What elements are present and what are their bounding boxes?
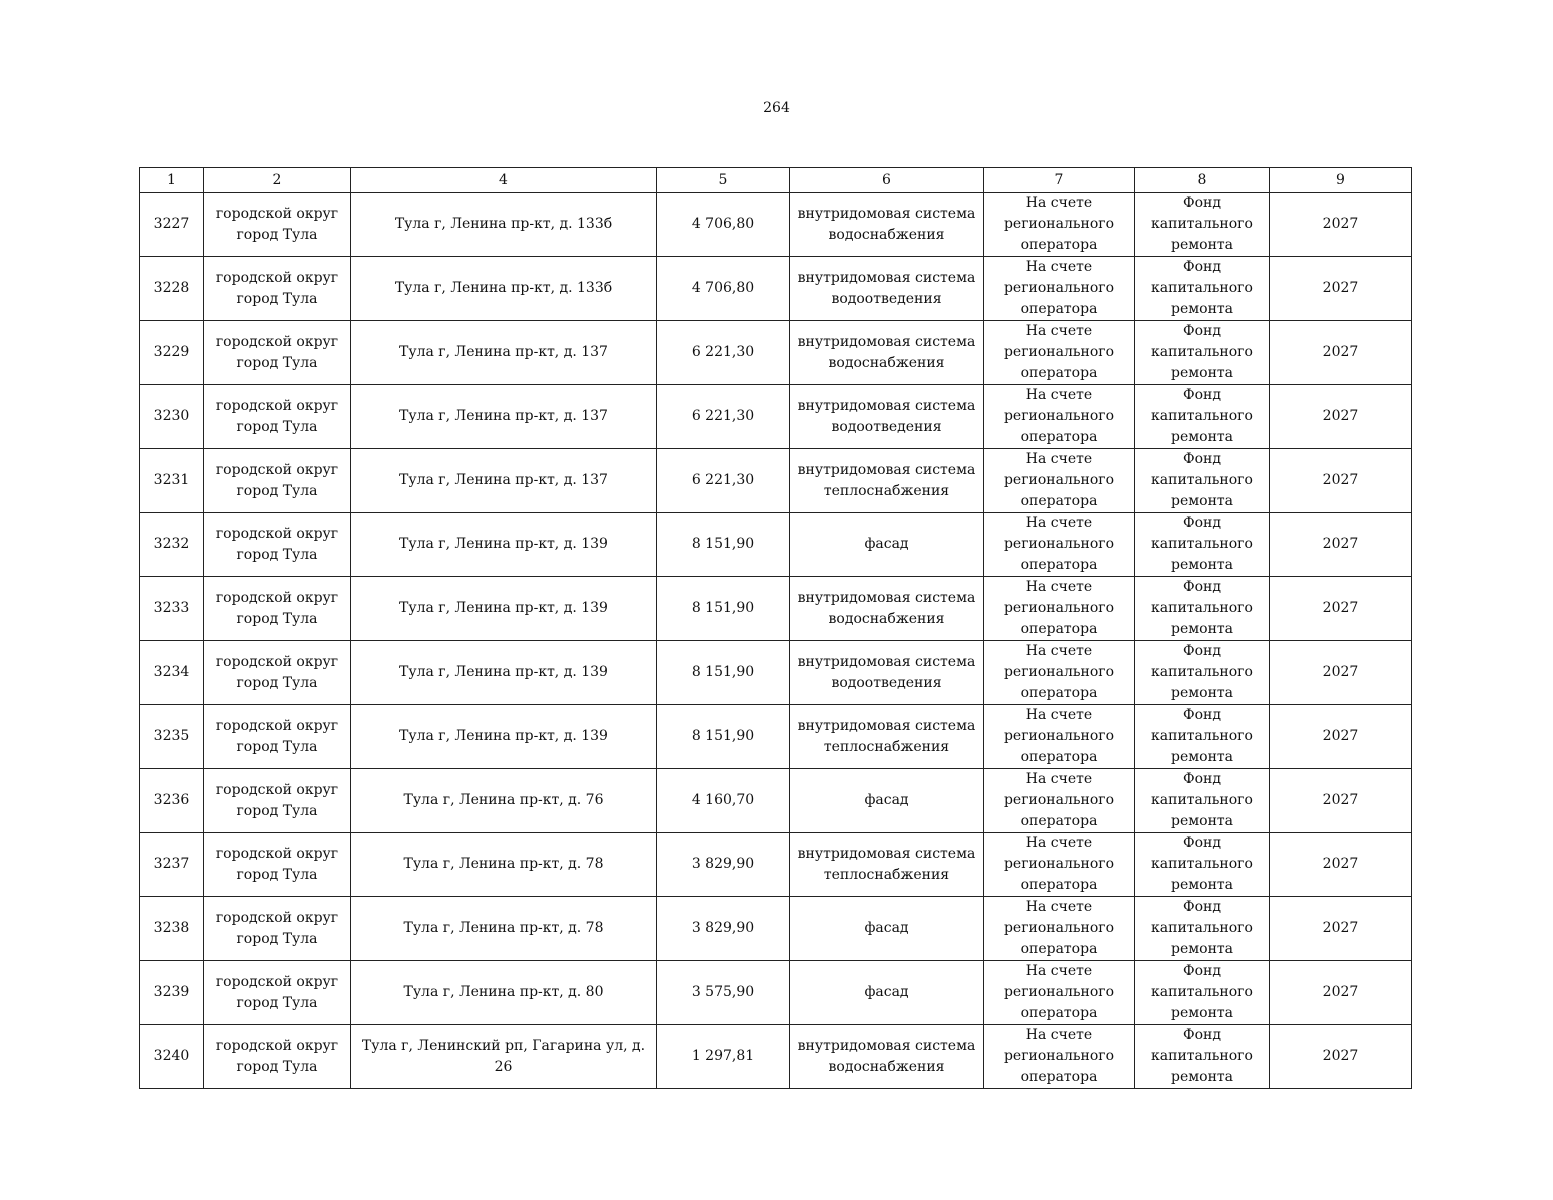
work-type-cell-line: внутридомовая система [797, 205, 976, 222]
year-cell: 2027 [1270, 577, 1412, 641]
address-cell: Тула г, Ленина пр-кт, д. 78 [351, 897, 657, 961]
address-cell: Тула г, Ленина пр-кт, д. 139 [351, 705, 657, 769]
fund-cell [1135, 193, 1270, 257]
fund-cell-line: капитального [1151, 856, 1253, 872]
work-type-cell [790, 449, 984, 513]
table-row [140, 641, 1412, 705]
column-header-6: 7 [984, 168, 1135, 193]
work-type-cell-line: водоотведения [831, 290, 942, 307]
account-type-cell-line: оператора [1020, 941, 1098, 957]
address-cell: Тула г, Ленина пр-кт, д. 139 [351, 577, 657, 641]
work-type-cell [790, 833, 984, 897]
account-type-cell-line: регионального [1003, 1048, 1115, 1064]
account-type-cell-line: На счете [1025, 259, 1093, 275]
account-type-cell-line: оператора [1020, 1069, 1098, 1085]
account-type-cell-line: оператора [1020, 237, 1098, 253]
year-cell: 2027 [1270, 193, 1412, 257]
fund-cell [1135, 769, 1270, 833]
account-type-cell-line: регионального [1003, 408, 1115, 424]
row-number-cell: 3230 [140, 385, 204, 449]
district-cell [204, 705, 351, 769]
fund-cell-line: капитального [1151, 216, 1253, 232]
table-row [140, 577, 1412, 641]
year-cell: 2027 [1270, 705, 1412, 769]
row-number-cell: 3240 [140, 1025, 204, 1089]
district-cell-line: городской округ [215, 269, 339, 286]
address-cell: Тула г, Ленина пр-кт, д. 78 [351, 833, 657, 897]
work-type-cell [790, 769, 984, 833]
district-cell-line: городской округ [215, 525, 339, 542]
year-cell: 2027 [1270, 897, 1412, 961]
fund-cell-line: ремонта [1171, 877, 1233, 893]
district-cell-line: городской округ [215, 909, 339, 926]
work-type-cell-line: теплоснабжения [823, 866, 950, 883]
fund-cell-line: Фонд [1182, 579, 1221, 595]
account-type-cell-line: На счете [1025, 579, 1093, 595]
work-type-cell [790, 513, 984, 577]
account-type-cell [984, 705, 1135, 769]
fund-cell [1135, 449, 1270, 513]
fund-cell [1135, 833, 1270, 897]
column-header-8: 9 [1270, 168, 1412, 193]
account-type-cell-line: регионального [1003, 536, 1115, 552]
table-row [140, 897, 1412, 961]
work-type-cell-line: внутридомовая система [797, 845, 976, 862]
year-cell: 2027 [1270, 961, 1412, 1025]
area-cell: 3 575,90 [657, 961, 790, 1025]
row-number-cell: 3237 [140, 833, 204, 897]
account-type-cell-line: регионального [1003, 664, 1115, 680]
fund-cell-line: капитального [1151, 984, 1253, 1000]
account-type-cell [984, 897, 1135, 961]
fund-cell-line: Фонд [1182, 1027, 1221, 1043]
fund-cell-line: капитального [1151, 344, 1253, 360]
work-type-cell [790, 321, 984, 385]
district-cell-line: городской округ [215, 205, 339, 222]
account-type-cell [984, 1025, 1135, 1089]
district-cell-line: город Тула [236, 354, 318, 371]
table-header [140, 168, 1412, 193]
year-cell: 2027 [1270, 641, 1412, 705]
area-cell: 8 151,90 [657, 577, 790, 641]
work-type-cell [790, 257, 984, 321]
account-type-cell-line: На счете [1025, 387, 1093, 403]
account-type-cell-line: оператора [1020, 557, 1098, 573]
account-type-cell [984, 577, 1135, 641]
row-number-cell: 3238 [140, 897, 204, 961]
work-type-cell-line: внутридомовая система [797, 589, 976, 606]
account-type-cell-line: регионального [1003, 856, 1115, 872]
district-cell-line: город Тула [236, 610, 318, 627]
area-cell: 4 706,80 [657, 193, 790, 257]
account-type-cell-line: На счете [1025, 195, 1093, 211]
fund-cell [1135, 897, 1270, 961]
work-type-cell-line: водоотведения [831, 674, 942, 691]
fund-cell-line: капитального [1151, 408, 1253, 424]
account-type-cell-line: регионального [1003, 472, 1115, 488]
fund-cell-line: ремонта [1171, 621, 1233, 637]
district-cell [204, 641, 351, 705]
account-type-cell-line: оператора [1020, 749, 1098, 765]
account-type-cell-line: оператора [1020, 813, 1098, 829]
district-cell-line: городской округ [215, 589, 339, 606]
district-cell-line: город Тула [236, 1058, 318, 1075]
account-type-cell-line: На счете [1025, 963, 1093, 979]
fund-cell [1135, 577, 1270, 641]
district-cell-line: город Тула [236, 290, 318, 307]
work-type-cell [790, 897, 984, 961]
district-cell-line: город Тула [236, 738, 318, 755]
row-number-cell: 3227 [140, 193, 204, 257]
table-row [140, 257, 1412, 321]
district-cell-line: город Тула [236, 226, 318, 243]
address-cell: Тула г, Ленина пр-кт, д. 80 [351, 961, 657, 1025]
fund-cell-line: ремонта [1171, 557, 1233, 573]
work-type-cell-line: внутридомовая система [797, 397, 976, 414]
account-type-cell [984, 385, 1135, 449]
account-type-cell [984, 193, 1135, 257]
year-cell: 2027 [1270, 449, 1412, 513]
fund-cell-line: ремонта [1171, 365, 1233, 381]
year-cell: 2027 [1270, 321, 1412, 385]
work-type-cell-line: фасад [864, 536, 909, 552]
district-cell [204, 257, 351, 321]
area-cell: 3 829,90 [657, 897, 790, 961]
fund-cell-line: Фонд [1182, 515, 1221, 531]
district-cell-line: городской округ [215, 461, 339, 478]
account-type-cell-line: оператора [1020, 365, 1098, 381]
table-row [140, 449, 1412, 513]
year-cell: 2027 [1270, 769, 1412, 833]
account-type-cell-line: оператора [1020, 493, 1098, 509]
column-header-3: 4 [351, 168, 657, 193]
year-cell: 2027 [1270, 833, 1412, 897]
fund-cell-line: ремонта [1171, 237, 1233, 253]
area-cell: 4 706,80 [657, 257, 790, 321]
fund-cell-line: Фонд [1182, 259, 1221, 275]
district-cell [204, 833, 351, 897]
address-cell: Тула г, Ленина пр-кт, д. 139 [351, 513, 657, 577]
work-type-cell-line: фасад [864, 920, 909, 936]
district-cell-line: городской округ [215, 781, 339, 798]
account-type-cell [984, 513, 1135, 577]
account-type-cell-line: регионального [1003, 920, 1115, 936]
work-type-cell-line: теплоснабжения [823, 482, 950, 499]
fund-cell-line: капитального [1151, 600, 1253, 616]
work-type-cell [790, 961, 984, 1025]
district-cell-line: городской округ [215, 717, 339, 734]
district-cell [204, 897, 351, 961]
area-cell: 1 297,81 [657, 1025, 790, 1089]
year-cell: 2027 [1270, 385, 1412, 449]
fund-cell-line: ремонта [1171, 1005, 1233, 1021]
account-type-cell-line: регионального [1003, 344, 1115, 360]
fund-cell-line: ремонта [1171, 1069, 1233, 1085]
district-cell-line: город Тула [236, 802, 318, 819]
account-type-cell-line: На счете [1025, 515, 1093, 531]
fund-cell [1135, 641, 1270, 705]
account-type-cell [984, 257, 1135, 321]
district-cell [204, 577, 351, 641]
work-type-cell [790, 1025, 984, 1089]
fund-cell-line: капитального [1151, 1048, 1253, 1064]
work-type-cell-line: водоотведения [831, 418, 942, 435]
fund-cell [1135, 321, 1270, 385]
account-type-cell [984, 833, 1135, 897]
work-type-cell [790, 193, 984, 257]
row-number-cell: 3234 [140, 641, 204, 705]
fund-cell-line: ремонта [1171, 941, 1233, 957]
fund-cell [1135, 961, 1270, 1025]
table-row [140, 961, 1412, 1025]
account-type-cell-line: оператора [1020, 685, 1098, 701]
work-type-cell [790, 641, 984, 705]
fund-cell [1135, 705, 1270, 769]
address-cell: Тула г, Ленина пр-кт, д. 133б [351, 257, 657, 321]
row-number-cell: 3235 [140, 705, 204, 769]
row-number-cell: 3239 [140, 961, 204, 1025]
account-type-cell-line: оператора [1020, 621, 1098, 637]
district-cell-line: городской округ [215, 333, 339, 350]
account-type-cell-line: оператора [1020, 877, 1098, 893]
account-type-cell-line: На счете [1025, 771, 1093, 787]
table-row [140, 1025, 1412, 1089]
work-type-cell [790, 705, 984, 769]
district-cell [204, 321, 351, 385]
district-cell [204, 385, 351, 449]
fund-cell-line: капитального [1151, 536, 1253, 552]
account-type-cell [984, 321, 1135, 385]
district-cell [204, 513, 351, 577]
area-cell: 8 151,90 [657, 641, 790, 705]
fund-cell-line: Фонд [1182, 643, 1221, 659]
header-row [140, 168, 1412, 193]
address-cell: Тула г, Ленинский рп, Гагарина ул, д. 26 [351, 1025, 657, 1089]
account-type-cell-line: На счете [1025, 451, 1093, 467]
account-type-cell [984, 449, 1135, 513]
fund-cell-line: ремонта [1171, 685, 1233, 701]
work-type-cell-line: внутридомовая система [797, 1037, 976, 1054]
district-cell-line: город Тула [236, 994, 318, 1011]
account-type-cell-line: оператора [1020, 301, 1098, 317]
row-number-cell: 3232 [140, 513, 204, 577]
fund-cell-line: Фонд [1182, 707, 1221, 723]
account-type-cell-line: регионального [1003, 600, 1115, 616]
account-type-cell-line: регионального [1003, 984, 1115, 1000]
fund-cell-line: Фонд [1182, 451, 1221, 467]
row-number-cell: 3236 [140, 769, 204, 833]
fund-cell-line: ремонта [1171, 429, 1233, 445]
district-cell-line: городской округ [215, 397, 339, 414]
work-type-cell [790, 577, 984, 641]
district-cell-line: город Тула [236, 482, 318, 499]
year-cell: 2027 [1270, 257, 1412, 321]
fund-cell-line: ремонта [1171, 813, 1233, 829]
row-number-cell: 3229 [140, 321, 204, 385]
work-type-cell-line: водоснабжения [828, 610, 945, 627]
work-type-cell-line: внутридомовая система [797, 461, 976, 478]
column-header-7: 8 [1135, 168, 1270, 193]
district-cell-line: городской округ [215, 1037, 339, 1054]
row-number-cell: 3228 [140, 257, 204, 321]
fund-cell-line: капитального [1151, 280, 1253, 296]
table-row [140, 513, 1412, 577]
fund-cell [1135, 257, 1270, 321]
data-table [139, 167, 1412, 1089]
district-cell [204, 449, 351, 513]
address-cell: Тула г, Ленина пр-кт, д. 133б [351, 193, 657, 257]
area-cell: 6 221,30 [657, 385, 790, 449]
column-header-5: 6 [790, 168, 984, 193]
account-type-cell-line: На счете [1025, 899, 1093, 915]
area-cell: 4 160,70 [657, 769, 790, 833]
district-cell [204, 193, 351, 257]
area-cell: 6 221,30 [657, 449, 790, 513]
account-type-cell-line: На счете [1025, 643, 1093, 659]
account-type-cell-line: регионального [1003, 728, 1115, 744]
account-type-cell-line: На счете [1025, 707, 1093, 723]
work-type-cell-line: теплоснабжения [823, 738, 950, 755]
work-type-cell-line: внутридомовая система [797, 717, 976, 734]
district-cell-line: город Тула [236, 930, 318, 947]
table-body [140, 193, 1412, 1089]
district-cell-line: город Тула [236, 866, 318, 883]
work-type-cell-line: внутридомовая система [797, 269, 976, 286]
district-cell-line: городской округ [215, 845, 339, 862]
area-cell: 3 829,90 [657, 833, 790, 897]
district-cell-line: городской округ [215, 653, 339, 670]
row-number-cell: 3231 [140, 449, 204, 513]
work-type-cell [790, 385, 984, 449]
fund-cell-line: капитального [1151, 728, 1253, 744]
fund-cell-line: ремонта [1171, 749, 1233, 765]
district-cell-line: городской округ [215, 973, 339, 990]
district-cell-line: город Тула [236, 674, 318, 691]
table-row [140, 769, 1412, 833]
work-type-cell-line: фасад [864, 792, 909, 808]
fund-cell-line: Фонд [1182, 835, 1221, 851]
account-type-cell-line: оператора [1020, 429, 1098, 445]
fund-cell-line: Фонд [1182, 771, 1221, 787]
table-row [140, 193, 1412, 257]
fund-cell-line: Фонд [1182, 963, 1221, 979]
fund-cell [1135, 385, 1270, 449]
work-type-cell-line: водоснабжения [828, 354, 945, 371]
column-header-1: 1 [140, 168, 204, 193]
district-cell-line: город Тула [236, 418, 318, 435]
account-type-cell-line: На счете [1025, 323, 1093, 339]
fund-cell-line: капитального [1151, 920, 1253, 936]
row-number-cell: 3233 [140, 577, 204, 641]
work-type-cell-line: водоснабжения [828, 226, 945, 243]
address-cell: Тула г, Ленина пр-кт, д. 137 [351, 449, 657, 513]
area-cell: 6 221,30 [657, 321, 790, 385]
account-type-cell-line: На счете [1025, 1027, 1093, 1043]
year-cell: 2027 [1270, 1025, 1412, 1089]
table-row [140, 833, 1412, 897]
account-type-cell [984, 641, 1135, 705]
fund-cell-line: капитального [1151, 472, 1253, 488]
fund-cell-line: ремонта [1171, 301, 1233, 317]
area-cell: 8 151,90 [657, 513, 790, 577]
page-number: 264 [763, 100, 790, 116]
fund-cell [1135, 1025, 1270, 1089]
account-type-cell-line: оператора [1020, 1005, 1098, 1021]
area-cell: 8 151,90 [657, 705, 790, 769]
account-type-cell [984, 961, 1135, 1025]
table-row [140, 321, 1412, 385]
address-cell: Тула г, Ленина пр-кт, д. 139 [351, 641, 657, 705]
fund-cell-line: капитального [1151, 792, 1253, 808]
table-row [140, 705, 1412, 769]
district-cell [204, 961, 351, 1025]
address-cell: Тула г, Ленина пр-кт, д. 137 [351, 321, 657, 385]
column-header-4: 5 [657, 168, 790, 193]
fund-cell-line: Фонд [1182, 899, 1221, 915]
account-type-cell-line: регионального [1003, 280, 1115, 296]
district-cell-line: город Тула [236, 546, 318, 563]
work-type-cell-line: внутридомовая система [797, 333, 976, 350]
fund-cell-line: Фонд [1182, 323, 1221, 339]
address-cell: Тула г, Ленина пр-кт, д. 137 [351, 385, 657, 449]
district-cell [204, 1025, 351, 1089]
fund-cell-line: капитального [1151, 664, 1253, 680]
account-type-cell-line: регионального [1003, 216, 1115, 232]
address-cell: Тула г, Ленина пр-кт, д. 76 [351, 769, 657, 833]
work-type-cell-line: фасад [864, 984, 909, 1000]
fund-cell-line: Фонд [1182, 195, 1221, 211]
fund-cell-line: Фонд [1182, 387, 1221, 403]
account-type-cell-line: На счете [1025, 835, 1093, 851]
district-cell [204, 769, 351, 833]
account-type-cell [984, 769, 1135, 833]
fund-cell [1135, 513, 1270, 577]
year-cell: 2027 [1270, 513, 1412, 577]
account-type-cell-line: регионального [1003, 792, 1115, 808]
table-row [140, 385, 1412, 449]
work-type-cell-line: внутридомовая система [797, 653, 976, 670]
column-header-2: 2 [204, 168, 351, 193]
work-type-cell-line: водоснабжения [828, 1058, 945, 1075]
fund-cell-line: ремонта [1171, 493, 1233, 509]
